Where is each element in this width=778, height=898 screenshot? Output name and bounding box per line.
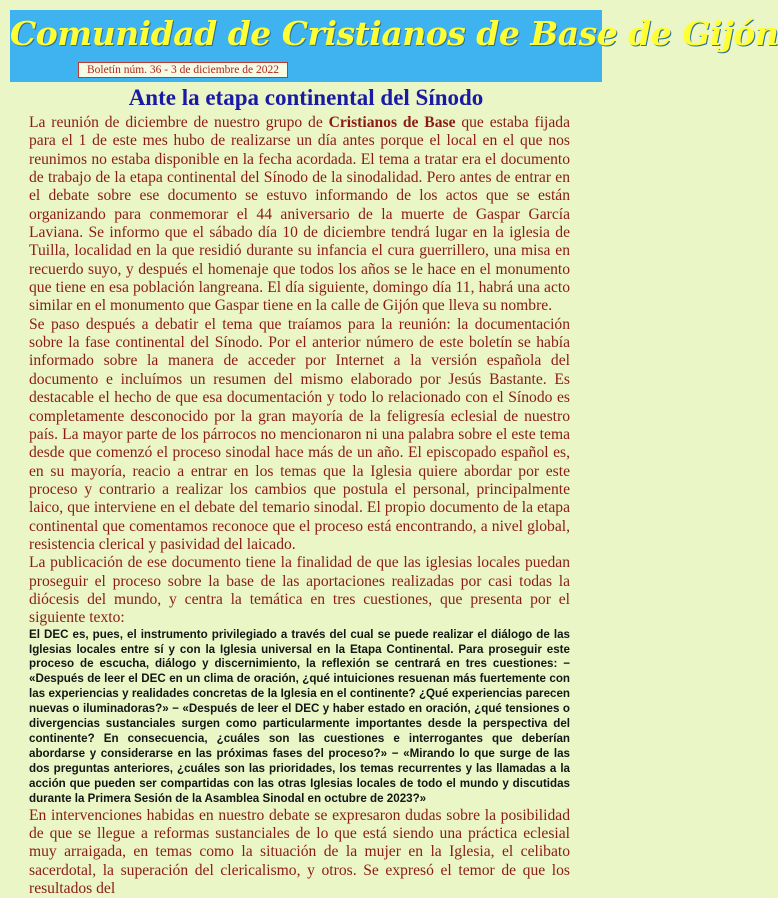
article-headline: Ante la etapa continental del Sínodo (10, 85, 602, 111)
paragraph-2: Se paso después a debatir el tema que traíamos para la reunión: la documentación sobre la fase continental del Sínodo. Por el anterior número de este boletín se había informado sobre la manera de acceder por Internet a la versión española del documento e incluímos un resumen del mismo elaborado por Jesús Bastante. Es destacable el hecho de que esa documentación y todo lo relacionado con el Sínodo es completamente desconocido por la gran mayoría de la feligresía eclesial de nuestro país. La mayor parte de los párrocos no mencionaron ni una palabra sobre el este tema desde que comenzó el proceso sinodal hace más de un año. El episcopado español es, en su mayoría, reacio a entrar en los temas que la Iglesia quiere abordar por este proceso y contrario a realizar los cambios que postula el personal, principalmente laico, que interviene en el debate del temario sinodal. El propio documento de la etapa continental que comentamos reconoce que el proceso está encontrando, a nivel global, resistencia clerical y pasividad del laicado. (29, 316, 570, 554)
masthead (10, 10, 602, 82)
paragraph-4: En intervenciones habidas en nuestro debate se expresaron dudas sobre la posibilidad de que se llegue a reformas sustanciales de lo que está siendo una práctica eclesial muy arraigada, en temas como la situación de la mujer en la Iglesia, el celibato sacerdotal, la superación del clericalismo, y otros. Se expresó el temor de que los resultados del (29, 807, 570, 898)
paragraph-1 (29, 114, 570, 316)
masthead-title: Comunidad de Cristianos de Base de Gijón (10, 14, 602, 53)
issue-label: Boletín núm. 36 - 3 de diciembre de 2022 (78, 62, 288, 78)
paragraph-3: La publicación de ese documento tiene la finalidad de que las iglesias locales puedan proseguir el proceso sobre la base de las aportaciones realizadas por casi todas la diócesis del mundo, y centra la temática en tres cuestiones, que presenta por el siguiente texto: (29, 554, 570, 627)
paragraph-1-start: La reunión de diciembre de nuestro grupo de (29, 114, 329, 131)
article-body (29, 114, 570, 898)
paragraph-1-rest: que estaba fijada para el 1 de este mes hubo de realizarse un día antes porque el local en el que nos reunimos no estaba disponible en la fecha acordada. El tema a tratar era el documento de trabajo de la etapa continental del Sínodo de la sinodalidad. Pero antes de entrar en el debate sobre ese documento se estuvo informando de los actos que se están organizando para conmemorar el 44 aniversario de la muerte de Gaspar García Laviana. Se informo que el sábado día 10 de diciembre tendrá lugar en la iglesia de Tuilla, localidad en la que residió durante su infancia el cura guerrillero, una misa en recuerdo suyo, y después el homenaje que todos los años se le hace en el monumento que tiene en esa población langreana. El día siguiente, domingo día 11, habrá una acto similar en el monumento que Gaspar tiene en la calle de Gijón que lleva su nombre. (29, 114, 570, 314)
group-name: Cristianos de Base (329, 114, 456, 131)
dec-quote: El DEC es, pues, el instrumento privilegiado a través del cual se puede realizar el diálogo de las Iglesias locales entre sí y con la Iglesia universal en la Etapa Continental. Para proseguir este proceso de escucha, diálogo y discernimiento, la reflexión se centrará en tres cuestiones: − «Después de leer el DEC en un clima de oración, ¿qué intuiciones resuenan más fuertemente con las experiencias y realidades concretas de la Iglesia en el continente? ¿Qué experiencias parecen nuevas o iluminadoras?» − «Después de leer el DEC y haber estado en oración, ¿qué tensiones o divergencias sustanciales surgen como particularmente importantes desde la perspectiva del continente? En consecuencia, ¿cuáles son las cuestiones e interrogantes que deberían abordarse y considerarse en las próximas fases del proceso?» − «Mirando lo que surge de las dos preguntas anteriores, ¿cuáles son las prioridades, los temas recurrentes y las llamadas a la acción que pueden ser compartidas con las otras Iglesias locales de todo el mundo y discutidas durante la Primera Sesión de la Asamblea Sinodal en octubre de 2023?» (29, 628, 570, 807)
